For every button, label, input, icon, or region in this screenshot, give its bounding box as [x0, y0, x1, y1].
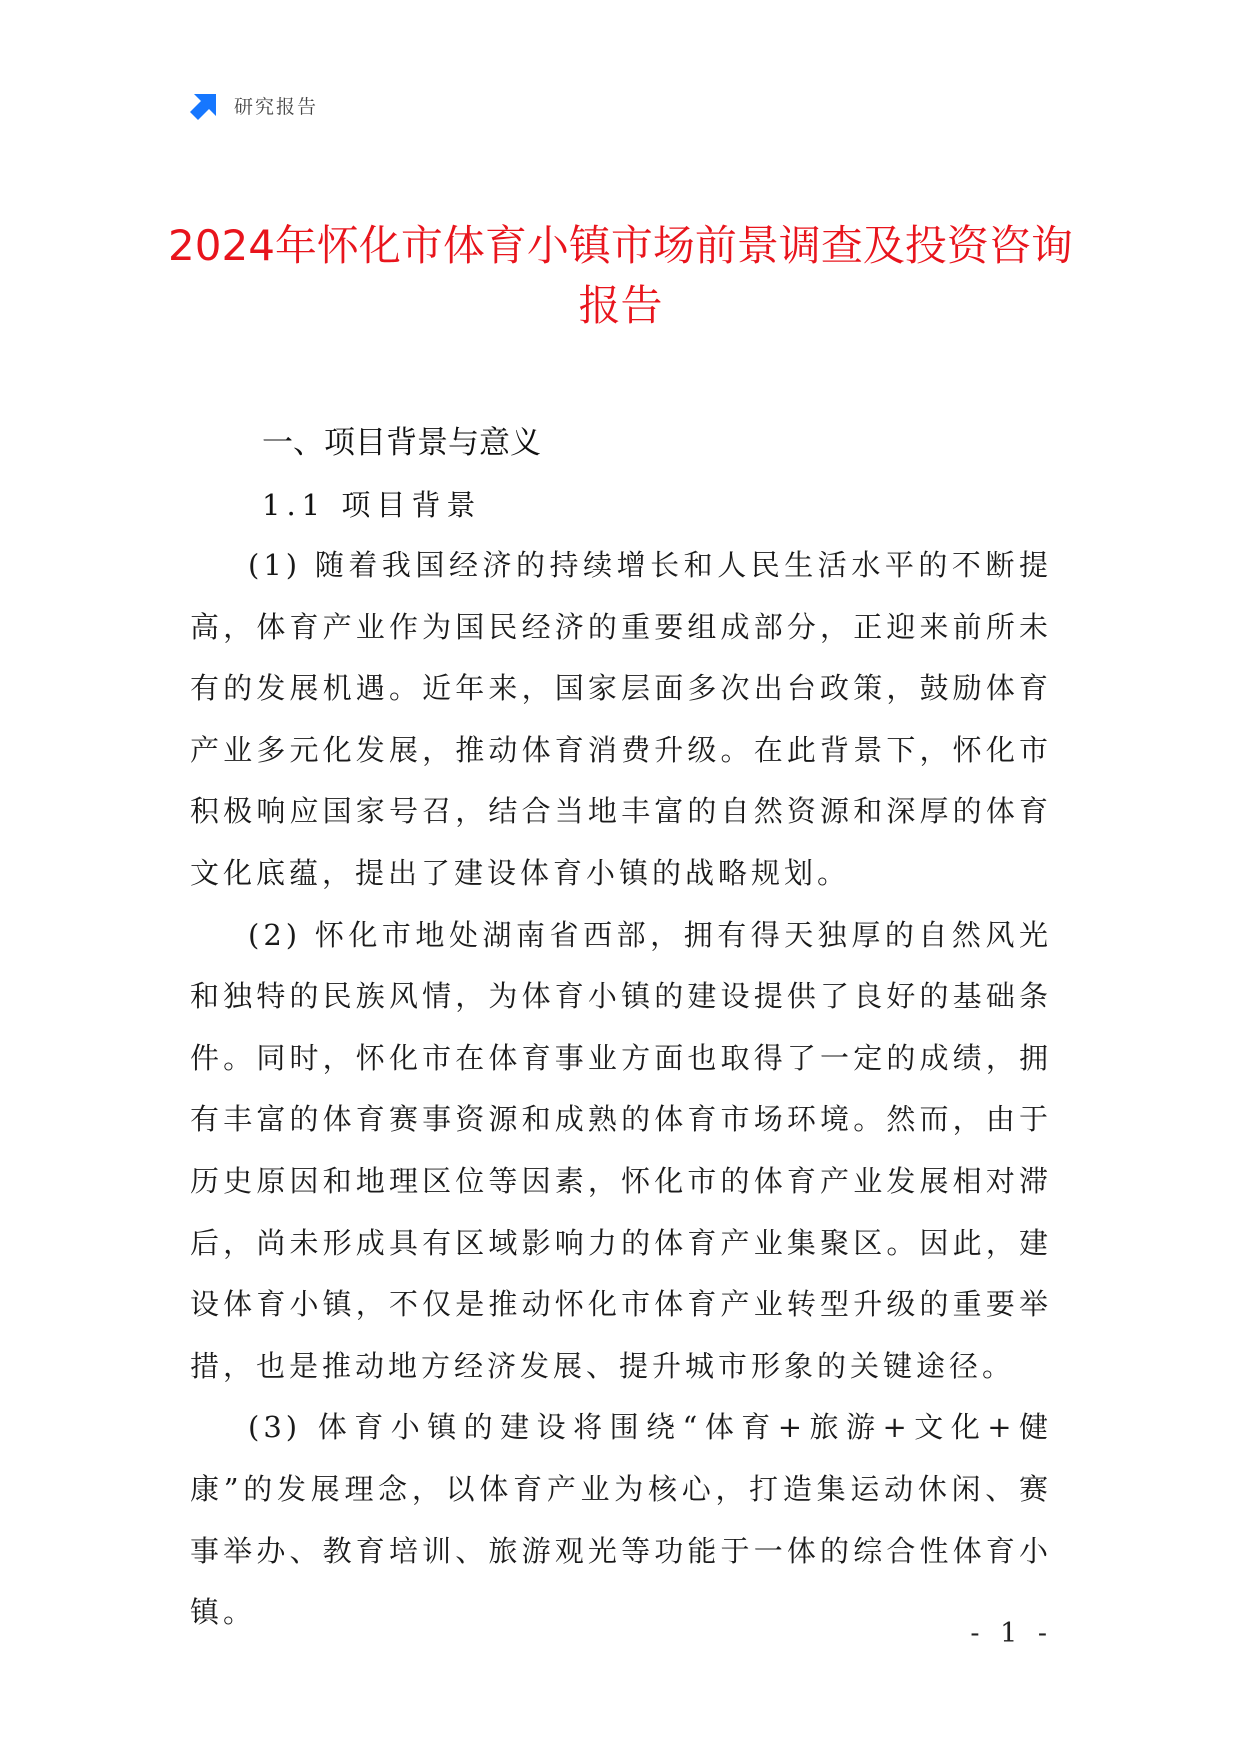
body-text: [190, 535, 1052, 1644]
header-label: 研究报告: [234, 95, 319, 118]
paragraph-1: (1) 随着我国经济的持续增长和人民生活水平的不断提高，体育产业作为国民经济的重要组成部分，正迎来前所未有的发展机遇。近年来，国家层面多次出台政策，鼓励体育产业多元化发展，推动体育消费升级。在此背景下，怀化市积极响应国家号召，结合当地丰富的自然资源和深厚的体育文化底蕴，提出了建设体育小镇的战略规划。: [190, 548, 1052, 890]
paragraph-3: (3) 体育小镇的建设将围绕“体育+旅游+文化+健康”的发展理念，以体育产业为核心，打造集运动休闲、赛事举办、教育培训、旅游观光等功能于一体的综合性体育小镇。: [190, 1410, 1052, 1630]
arrow-up-right-icon: [190, 90, 220, 120]
subsection-heading: 1.1 项目背景: [262, 488, 482, 522]
document-title: 2024年怀化市体育小镇市场前景调查及投资咨询报告: [168, 221, 1073, 330]
paragraph-2: (2) 怀化市地处湖南省西部，拥有得天独厚的自然风光和独特的民族风情，为体育小镇的建设提供了良好的基础条件。同时，怀化市在体育事业方面也取得了一定的成绩，拥有丰富的体育赛事资源和成熟的体育市场环境。然而，由于历史原因和地理区位等因素，怀化市的体育产业发展相对滞后，尚未形成具有区域影响力的体育产业集聚区。因此，建设体育小镇，不仅是推动怀化市体育产业转型升级的重要举措，也是推动地方经济发展、提升城市形象的关键途径。: [190, 917, 1052, 1383]
report-header: [190, 88, 318, 122]
page-number: - 1 -: [970, 1618, 1053, 1649]
section-heading: 一、项目背景与意义: [262, 425, 541, 461]
